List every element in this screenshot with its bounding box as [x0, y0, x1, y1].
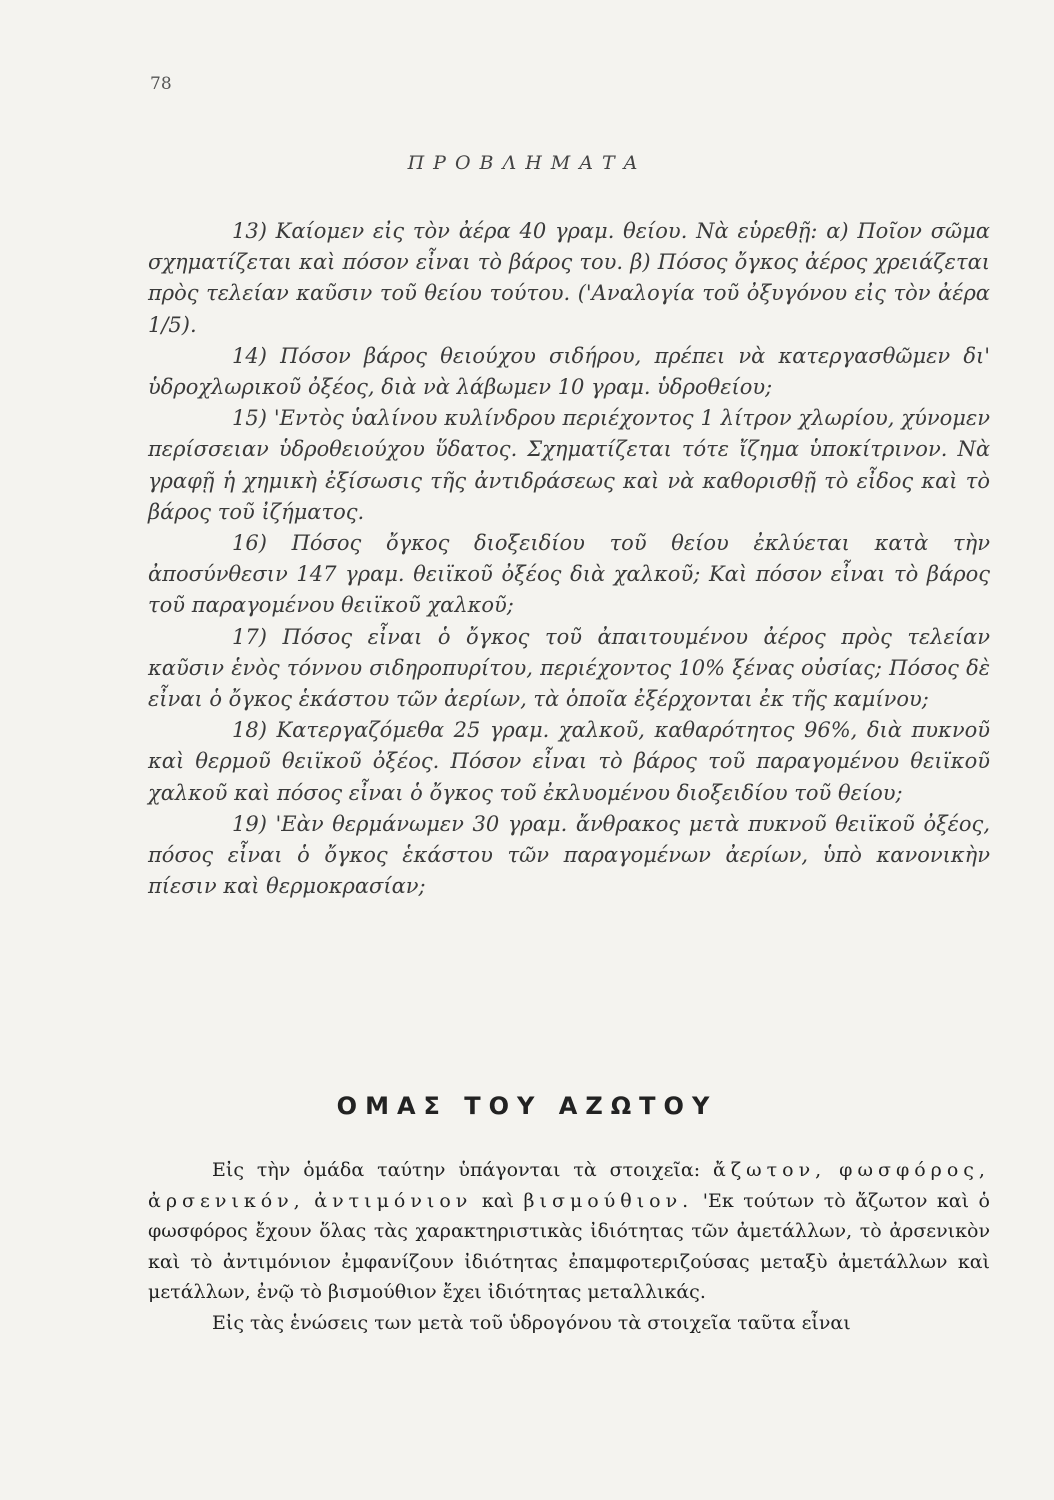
problem-19: 19) 'Εὰν θερμάνωμεν 30 γραμ. ἄνθρακος μετὰ πυκνοῦ θειϊκοῦ ὀξέος, πόσος εἶναι ὁ ὄγκος ἑκάστου τῶν παραγομένων ἀερίων, ὑπὸ κανονικὴν πίεσιν καὶ θερμοκρασίαν; [148, 811, 990, 899]
section-title: ΟΜΑΣ ΤΟΥ ΑΖΩΤΟΥ [336, 1092, 718, 1120]
para-intro: Εἰς τὴν ὁμάδα ταύτην ὑπάγονται τὰ στοιχεῖα: [212, 1159, 701, 1181]
problem-15: 15) 'Εντὸς ὑαλίνου κυλίνδρου περιέχοντος 1 λίτρον χλωρίου, χύνομεν περίσσειαν ὑδροθειούχου ὕδατος. Σχηματίζεται τότε ἴζημα ὑποκίτρινον. Νὰ γραφῇ ἡ χημικὴ ἐξίσωσις τῆς ἀντιδράσεως καὶ νὰ καθορισθῇ τὸ εἶδος καὶ τὸ βάρος τοῦ ἰζήματος. [148, 406, 990, 524]
problem-13: 13) Καίομεν εἰς τὸν ἀέρα 40 γραμ. θείου. Νὰ εὑρεθῇ: α) Ποῖον σῶμα σχηματίζεται καὶ πόσον εἶναι τὸ βάρος του. β) Πόσος ὄγκος ἀέρος χρειάζεται πρὸς τελείαν καῦσιν τοῦ θείου τούτου. ('Αναλογία τοῦ ὀξυγόνου εἰς τὸν ἀέρα 1/5). [148, 219, 990, 337]
element-phosphorus: φωσφόρος, [839, 1159, 990, 1181]
conjunction: καὶ [481, 1189, 515, 1212]
element-nitrogen: ἄζωτον, [713, 1159, 827, 1181]
para-rest: 'Εκ τούτων τὸ ἄζωτον καὶ ὁ φωσφόρος ἔχουν ὅλας τὰς χαρακτηριστικὰς ἰδιότητας τῶν ἀμετάλλων, τὸ ἀρσενικὸν καὶ τὸ ἀντιμόνιον ἐμφανίζουν ἰδιότητας ἐπαμφοτεριζούσας μεταξὺ ἀμετάλλων καὶ μετάλλων, ἐνῷ τὸ βισμούθιον ἔχει ἰδιότητας μεταλλικάς. [148, 1189, 990, 1303]
element-bismuth: βισμούθιον. [523, 1189, 694, 1212]
paragraph-elements [148, 1155, 990, 1308]
running-head: ΠΡΟΒΛΗΜΑΤΑ [407, 152, 647, 174]
section-body [148, 1155, 990, 1338]
element-antimony: ἀντιμόνιον [314, 1189, 473, 1212]
problems-list [148, 216, 990, 902]
paragraph-hydrogen-compounds: Εἰς τὰς ἑνώσεις των μετὰ τοῦ ὑδρογόνου τὰ στοιχεῖα ταῦτα εἶναι [212, 1311, 851, 1334]
problem-14: 14) Πόσον βάρος θειούχου σιδήρου, πρέπει νὰ κατεργασθῶμεν δι' ὑδροχλωρικοῦ ὀξέος, διὰ νὰ λάβωμεν 10 γραμ. ὑδροθείου; [148, 343, 990, 400]
problem-17: 17) Πόσος εἶναι ὁ ὄγκος τοῦ ἀπαιτουμένου ἀέρος πρὸς τελείαν καῦσιν ἑνὸς τόννου σιδηροπυρίτου, περιέχοντος 10% ξένας οὐσίας; Πόσος δὲ εἶναι ὁ ὄγκος ἑκάστου τῶν ἀερίων, τὰ ὁποῖα ἐξέρχονται ἐκ τῆς καμίνου; [148, 624, 990, 712]
problem-16: 16) Πόσος ὄγκος διοξειδίου τοῦ θείου ἐκλύεται κατὰ τὴν ἀποσύνθεσιν 147 γραμ. θειϊκοῦ ὀξέος διὰ χαλκοῦ; Καὶ πόσον εἶναι τὸ βάρος τοῦ παραγομένου θειϊκοῦ χαλκοῦ; [148, 531, 990, 618]
page-number: 78 [150, 74, 172, 94]
problem-18: 18) Κατεργαζόμεθα 25 γραμ. χαλκοῦ, καθαρότητος 96%, διὰ πυκνοῦ καὶ θερμοῦ θειϊκοῦ ὀξέος. Πόσον εἶναι τὸ βάρος τοῦ παραγομένου θειϊκοῦ χαλκοῦ καὶ πόσος εἶναι ὁ ὄγκος τοῦ ἐκλυομένου διοξειδίου τοῦ θείου; [148, 718, 990, 805]
element-arsenic: ἀρσενικόν, [148, 1189, 305, 1212]
